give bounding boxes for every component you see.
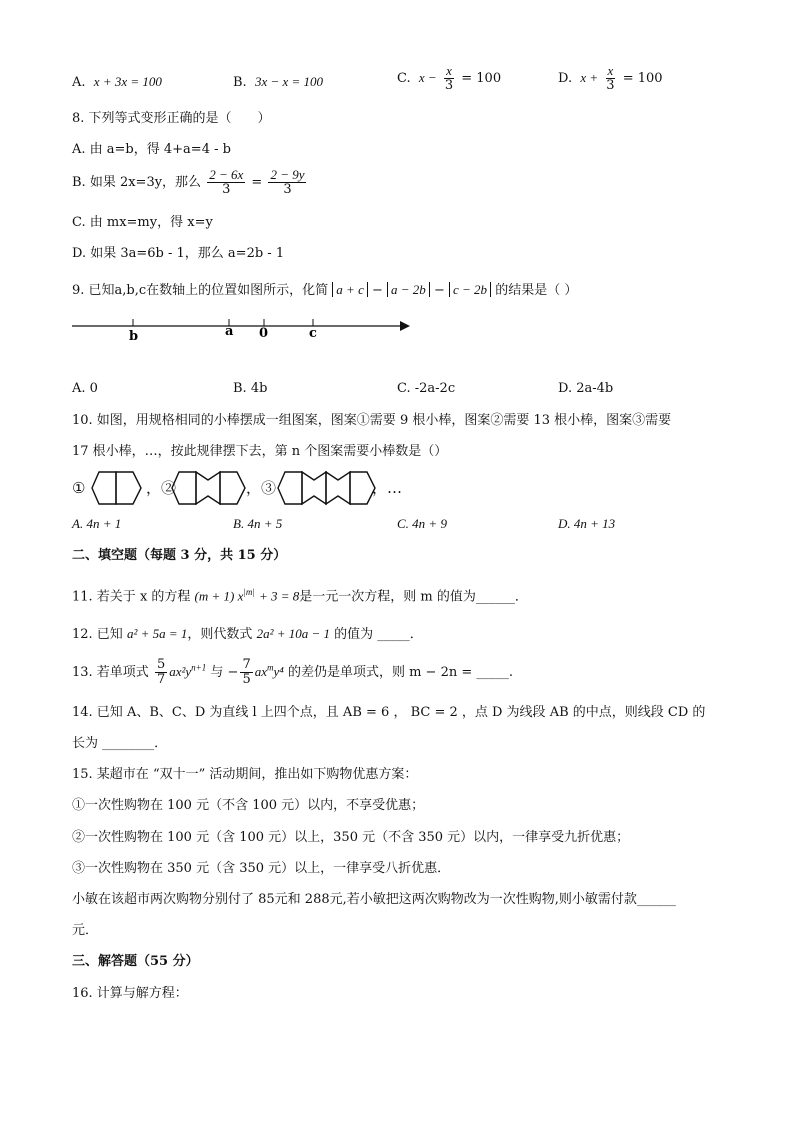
number-line	[72, 310, 417, 346]
label-a: a	[225, 324, 234, 339]
q15-rule-1: ①一次性购物在 100 元（不含 100 元）以内，不享受优惠；	[72, 798, 425, 813]
q7-option-b: B. 3x − x = 100	[233, 74, 324, 90]
q7-option-d: D. x + $\frac{x}{3}$ = 100	[558, 63, 663, 93]
q9-option-b: B. 4b	[233, 381, 268, 396]
q15-rule-3: ③一次性购物在 350 元（含 350 元）以上，一律享受八折优惠．	[72, 861, 451, 876]
q11: 11. 若关于 x 的方程 (m + 1) $x^{|m|} + 3 = 8$是一元一次方程，则 m 的值为______．	[72, 587, 528, 605]
q15-question-line2: 元．	[72, 923, 99, 938]
q16-stem: 16. 计算与解方程：	[72, 986, 188, 1001]
q10-option-a: A. 4n + 1	[72, 516, 122, 531]
q13: 13. 若单项式 $\frac{5}{7}$ $ax^2y^{n+1}$ 与 − $\frac{7}{5}$ $ax^my^4$ 的差仍是单项式，则 m − 2n = _____.	[72, 657, 514, 687]
pentagon-figure-3	[276, 468, 378, 508]
label-zero: 0	[259, 326, 269, 341]
fig-label-2: ，②	[146, 479, 177, 497]
q8-stem: 8. 下列等式变形正确的是（ ）	[72, 111, 271, 126]
q8-option-a: A. 由 a=b，得 4+a=4 - b	[72, 142, 231, 157]
q14-line1: 14. 已知 A、B、C、D 为直线 l 上四个点，且 AB = 6 ， BC = 2 ，点 D 为线段 AB 的中点，则线段 CD 的	[72, 705, 706, 720]
q9-option-c: C. -2a-2c	[397, 381, 456, 396]
q8-option-d: D. 如果 3a=6b - 1，那么 a=2b - 1	[72, 246, 285, 261]
q9-option-d: D. 2a-4b	[558, 381, 614, 396]
pentagon-figure-1	[90, 468, 145, 508]
q14-line2: 长为 ________．	[72, 736, 168, 751]
number-line-arrow	[400, 321, 410, 331]
q8-option-b: B. 如果 2x=3y，那么 $\frac{2 - 6x}{3}$ = $\frac{2 - 9y}{3}$	[72, 167, 305, 197]
section-answer-title: 三、解答题（55 分）	[72, 954, 199, 969]
q9-option-a: A. 0	[72, 381, 98, 396]
fig-label-3: ，③	[246, 479, 277, 497]
q7-option-a: A. x + 3x = 100	[72, 74, 162, 90]
label-c: c	[309, 326, 317, 341]
q12: 12. 已知 a² + 5a = 1，则代数式 2a² + 10a − 1 的值为 _____．	[72, 626, 423, 642]
q8-option-c: C. 由 mx=my，得 x=y	[72, 215, 213, 230]
q15-question-line1: 小敏在该超市两次购物分别付了 85元和 288元,若小敏把这两次购物改为一次性购物,则小敏需付款______	[72, 892, 676, 907]
q9-stem: 9. 已知a,b,c在数轴上的位置如图所示，化简 a + c − a − 2b − c − 2b 的结果是（ ）	[72, 282, 578, 298]
fig-label-1: ①	[72, 479, 86, 497]
section-fill-in-title: 二、填空题（每题 3 分，共 15 分）	[72, 548, 287, 563]
fig-label-etc: ，…	[372, 479, 403, 497]
q10-stem-line1: 10. 如图，用规格相同的小棒摆成一组图案，图案①需要 9 根小棒，图案②需要 13 根小棒，图案③需要	[72, 413, 672, 428]
q10-option-b: B. 4n + 5	[233, 516, 283, 531]
q15-rule-2: ②一次性购物在 100 元（含 100 元）以上，350 元（不含 350 元）以内，一律享受九折优惠；	[72, 830, 630, 845]
q10-stem-line2: 17 根小棒，…，按此规律摆下去，第 n 个图案需要小棒数是（）	[72, 444, 448, 459]
pentagon-figure-2	[170, 468, 250, 508]
label-b: b	[129, 329, 139, 344]
q10-option-c: C. 4n + 9	[397, 516, 447, 531]
q10-option-d: D. 4n + 13	[558, 516, 616, 531]
q7-option-c: C. x − $\frac{x}{3}$ = 100	[397, 63, 502, 93]
q15-stem: 15. 某超市在 “双十一” 活动期间，推出如下购物优惠方案：	[72, 767, 418, 782]
